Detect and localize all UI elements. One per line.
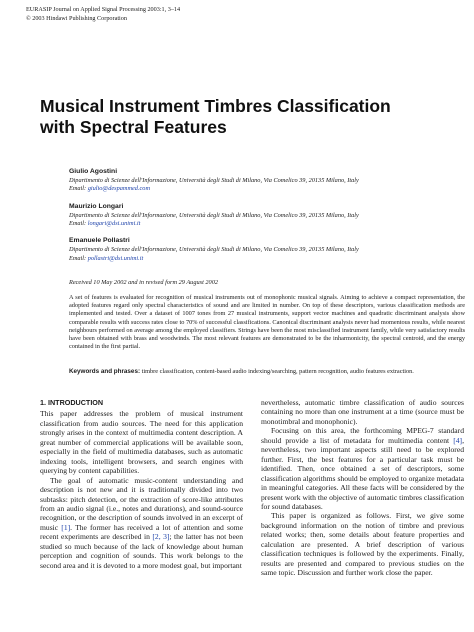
paragraph: This paper addresses the problem of musical instrument classification from audio sources. The need for this application strongly arises in the context of multimedia content description. A great number of commercial applications will be available soon, especially in the field of multimedia databases, such as automatic indexing tools, intelligent browsers, and search engines with querying by content capabilities. <box>40 409 243 476</box>
author-block <box>69 203 465 229</box>
email-link[interactable]: pollastri@dsi.unimi.it <box>87 254 144 262</box>
paragraph: The goal of automatic music-content understanding and description is not new and it is traditionally divided into two subtasks: pitch detection, or the extraction of score-like attributes from an audio signal (i.e., notes and durations), and sound-source recognition, or the description of sounds involved in an excerpt of music [1]. The former has received a lot of attention and some recent experiments are described in [2, 3]; the latter has not been studied so much because of the lack of knowledge about human perception and cognition of sounds. This work belongs to the second area and it is devoted to a more modest goal, but important <box>40 475 244 570</box>
email-link[interactable]: giulio@despammed.com <box>87 185 150 193</box>
keywords-label: Keywords and phrases: <box>69 368 141 375</box>
journal-citation: EURASIP Journal on Applied Signal Processing 2003:1, 3–14 <box>26 6 181 13</box>
title-line-1: Musical Instrument Timbres Classification <box>40 96 391 116</box>
email-link[interactable]: longari@dsi.unimi.it <box>87 220 141 228</box>
column-right <box>261 398 464 578</box>
paper-title <box>40 96 391 138</box>
author-name: Maurizio Longari <box>69 202 124 210</box>
journal-header <box>26 6 180 23</box>
received-dates: Received 10 May 2002 and in revised form 29 August 2002 <box>69 279 218 286</box>
author-email: Email: longari@dsi.unimi.it <box>69 220 141 228</box>
citation-link[interactable]: [4] <box>453 435 463 445</box>
author-list <box>69 168 465 272</box>
paragraph: Focusing on this area, the forthcoming MPEG-7 standard should provide a list of metadata for multimedia content [4], nevertheless, two important aspects still need to be explored further. First, the best features for a particular task must be identified. Then, once obtained a set of descriptors, some classification algorithms should be employed to organize metadata in meaningful categories. All these facts will be considered by the present work with the objective of automatic timbres classification for sound databases. <box>261 426 464 511</box>
author-block <box>69 237 465 263</box>
keywords <box>69 368 465 376</box>
paragraph: This paper is organized as follows. First, we give some background information on the notion of timbre and previous related works; then, some details about feature properties and calculation are presented. A brief description of various classification techniques is followed by the experiments. Finally, results are presented and compared to previous studies on the same topic. Discussion and further work close the paper. <box>261 511 464 578</box>
author-name: Emanuele Pollastri <box>69 237 130 245</box>
author-affiliation: Dipartimento di Scienze dell'Informazione, Università degli Studi di Milano, Via Comelico 39, 20135 Milano, Italy <box>69 177 359 185</box>
paragraph: nevertheless, automatic timbre classification of audio sources containing no more than one instrument at a time (source must be monotimbral and monophonic). <box>261 398 464 426</box>
keywords-text: timbre classification, content-based audio indexing/searching, pattern recognition, audio features extraction. <box>141 368 414 375</box>
author-affiliation: Dipartimento di Scienze dell'Informazione, Università degli Studi di Milano, Via Comelico 39, 20135 Milano, Italy <box>69 246 359 254</box>
abstract: A set of features is evaluated for recognition of musical instruments out of monophonic musical signals. Aiming to achieve a compact representation, the adopted features regard only spectral characteristics of sound and are limited in number. On top of these descriptors, various classification methods are implemented and tested. Over a dataset of 1007 tones from 27 musical instruments, support vector machines and quadratic discriminant analysis show comparable results with success rates close to 70% of successful classifications. Canonical discriminant analysis never had momentous results, while nearest neighbours performed on average among the employed classifiers. Strings have been the most misclassified instrument family, while very satisfactory results have been obtained with brass and woodwinds. The most relevant features are demonstrated to be the inharmonicity, the spectral centroid, and the energy contained in the first partial. <box>69 294 466 351</box>
title-line-2: with Spectral Features <box>40 117 227 137</box>
column-left <box>40 398 243 570</box>
copyright-line: © 2003 Hindawi Publishing Corporation <box>26 14 127 22</box>
author-email: Email: pollastri@dsi.unimi.it <box>69 254 144 262</box>
author-block <box>69 168 465 194</box>
author-name: Giulio Agostini <box>69 168 118 175</box>
section-heading: 1. INTRODUCTION <box>40 398 104 407</box>
author-affiliation: Dipartimento di Scienze dell'Informazione, Università degli Studi di Milano, Via Comelico 39, 20135 Milano, Italy <box>69 211 359 219</box>
citation-link[interactable]: [1] <box>61 522 71 532</box>
author-email: Email: giulio@despammed.com <box>69 185 150 193</box>
citation-link[interactable]: [2, 3] <box>152 532 170 542</box>
